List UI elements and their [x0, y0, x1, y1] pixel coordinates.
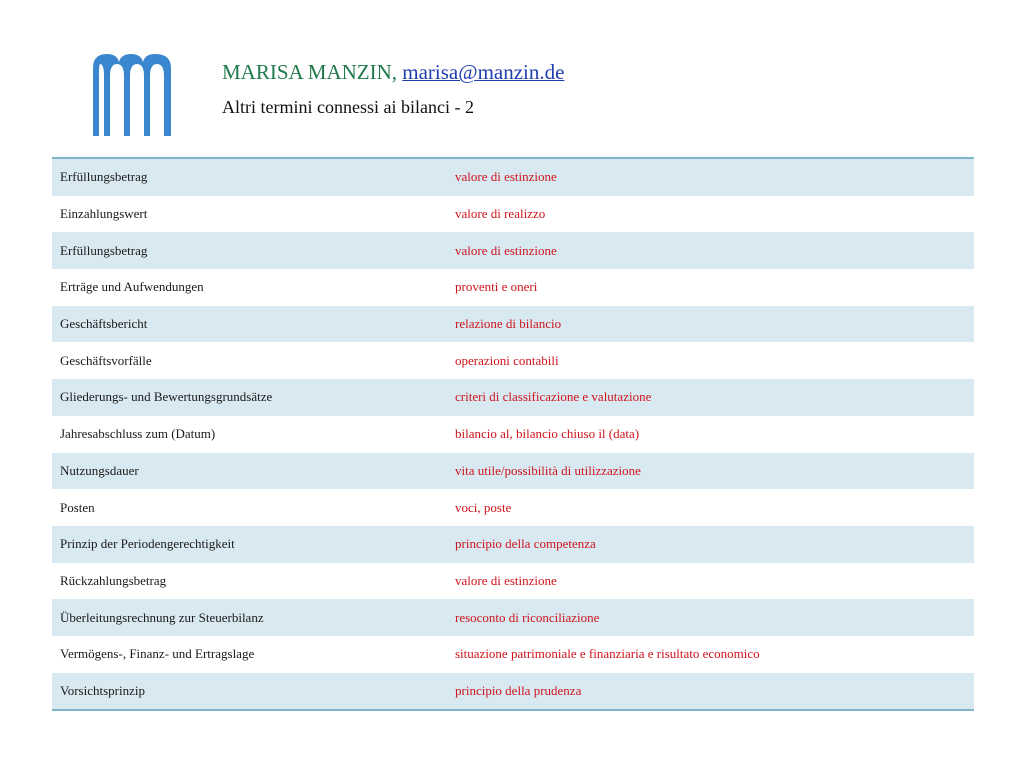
table-row	[52, 599, 974, 636]
italian-term: operazioni contabili	[455, 352, 559, 368]
italian-term: principio della competenza	[455, 536, 596, 552]
table-row	[52, 196, 974, 233]
mm-logo-icon	[93, 54, 171, 136]
italian-term: resoconto di riconciliazione	[455, 609, 600, 625]
german-term: Rückzahlungsbetrag	[60, 572, 167, 588]
author-heading	[222, 60, 564, 85]
german-term: Erträge und Aufwendungen	[60, 279, 204, 295]
email-link[interactable]: marisa@manzin.de	[402, 60, 565, 84]
german-term: Prinzip der Periodengerechtigkeit	[60, 536, 235, 552]
table-row	[52, 563, 974, 600]
german-term: Erfüllungsbetrag	[60, 242, 148, 258]
table-row	[52, 636, 974, 673]
german-term: Geschäftsvorfälle	[60, 352, 152, 368]
italian-term: proventi e oneri	[455, 279, 538, 295]
table-row	[52, 673, 974, 710]
table-row	[52, 416, 974, 453]
glossary-table	[52, 157, 974, 711]
italian-term: relazione di bilancio	[455, 316, 562, 332]
italian-term: valore di estinzione	[455, 242, 557, 258]
table-row	[52, 269, 974, 306]
table-row	[52, 306, 974, 343]
author-name: MARISA MANZIN,	[222, 60, 403, 84]
table-row	[52, 489, 974, 526]
italian-term: valore di estinzione	[455, 169, 557, 185]
german-term: Einzahlungswert	[60, 206, 148, 222]
table-row	[52, 379, 974, 416]
german-term: Überleitungsrechnung zur Steuerbilanz	[60, 609, 264, 625]
german-term: Erfüllungsbetrag	[60, 169, 148, 185]
german-term: Gliederungs- und Bewertungsgrundsätze	[60, 389, 273, 405]
table-row	[52, 232, 974, 269]
german-term: Nutzungsdauer	[60, 462, 139, 478]
german-term: Jahresabschluss zum (Datum)	[60, 426, 216, 442]
page-subtitle: Altri termini connessi ai bilanci - 2	[222, 97, 474, 117]
german-term: Vorsichtsprinzip	[60, 682, 145, 698]
german-term: Vermögens-, Finanz- und Ertragslage	[60, 646, 255, 662]
italian-term: situazione patrimoniale e finanziaria e risultato economico	[455, 646, 760, 662]
german-term: Geschäftsbericht	[60, 316, 148, 332]
italian-term: vita utile/possibilità di utilizzazione	[455, 462, 641, 478]
table-row	[52, 342, 974, 379]
italian-term: valore di estinzione	[455, 572, 557, 588]
italian-term: voci, poste	[455, 499, 512, 515]
italian-term: principio della prudenza	[455, 682, 582, 698]
table-row	[52, 526, 974, 563]
italian-term: criteri di classificazione e valutazione	[455, 389, 652, 405]
table-row	[52, 159, 974, 196]
table-row	[52, 453, 974, 490]
italian-term: bilancio al, bilancio chiuso il (data)	[455, 426, 640, 442]
german-term: Posten	[60, 499, 95, 515]
italian-term: valore di realizzo	[455, 206, 546, 222]
